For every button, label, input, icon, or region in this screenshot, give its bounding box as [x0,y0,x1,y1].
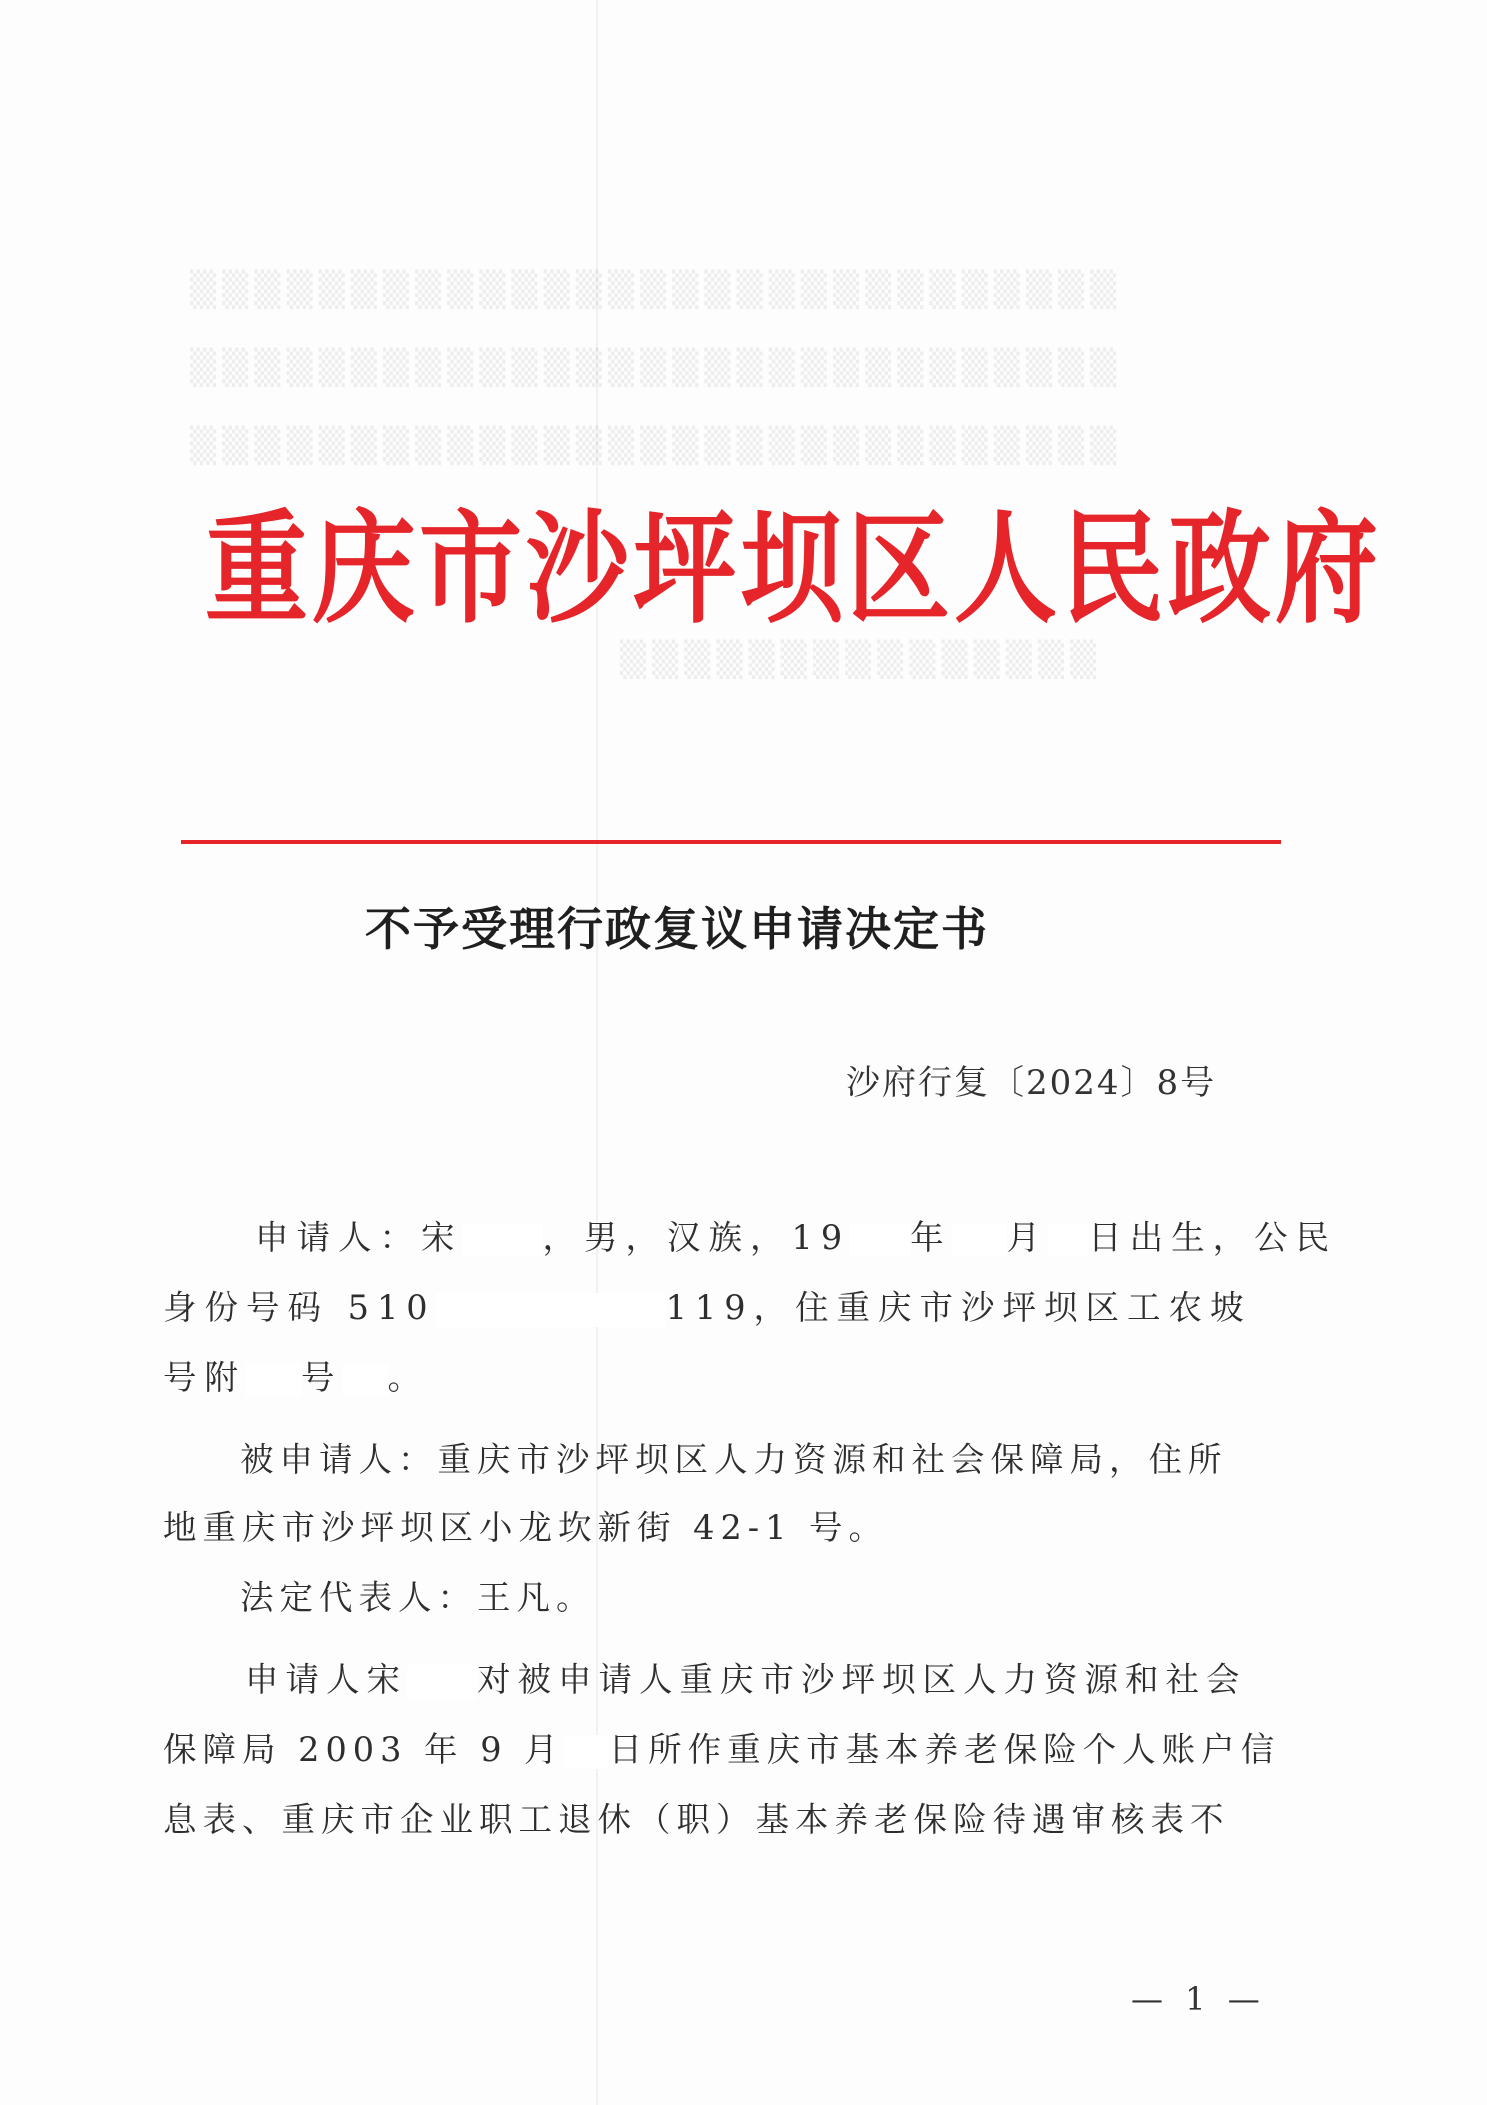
redaction-box [850,1223,910,1257]
text-fragment: 号 [301,1358,343,1397]
redaction-box [436,1293,666,1327]
applicant-line-1 [255,1210,1365,1259]
text-fragment: 119，住重庆市沙坪坝区工农坡 [665,1288,1252,1327]
page-number: — 1 — [1131,1980,1266,2018]
text-fragment: 。 [387,1358,429,1397]
legal-representative: 法定代表人：王凡。 [240,1578,596,1617]
text-fragment: ，男，汉族，19 [542,1218,851,1257]
document-number: 沙府行复〔2024〕8号 [846,1063,1217,1103]
text-fragment: 号附 [163,1358,246,1397]
masthead-title: 重庆市沙坪坝区人民政府 [205,498,1382,641]
redaction-box [952,1223,1007,1257]
text-fragment: 申请人：宋 [255,1218,463,1257]
text-fragment: 身份号码 510 [163,1288,436,1327]
bleed-through-line: ▒▒▒▒▒▒▒▒▒▒▒▒▒▒▒▒▒▒▒▒▒▒▒▒▒▒▒▒▒ [190,270,1123,310]
document-title: 不予受理行政复议申请决定书 [365,902,989,956]
bleed-through-line: ▒▒▒▒▒▒▒▒▒▒▒▒▒▒▒▒▒▒▒▒▒▒▒▒▒▒▒▒▒ [190,348,1123,388]
applicant-line-3 [163,1350,1273,1399]
text-fragment: 申请人宋 [245,1660,407,1699]
text-fragment: 月 [1006,1218,1049,1257]
page-fold-shadow [596,0,598,2105]
request-line-3: 息表、重庆市企业职工退休（职）基本养老保险待遇审核表不 [163,1800,1230,1839]
redaction-box [1048,1223,1088,1257]
redaction-box [564,1735,609,1769]
text-fragment: 保障局 2003 年 9 月 [163,1730,564,1769]
text-fragment: 日所作重庆市基本养老保险个人账户信 [608,1730,1281,1769]
redaction-box [463,1223,543,1257]
redaction-box [407,1665,477,1699]
red-divider-line [181,840,1281,844]
respondent-line-2: 地重庆市沙坪坝区小龙坎新街 42-1 号。 [163,1508,889,1547]
request-line-1 [245,1652,1355,1701]
text-fragment: 日出生，公民 [1088,1218,1338,1257]
applicant-line-2 [163,1280,1273,1329]
redaction-box [246,1363,301,1397]
bleed-through-line: ▒▒▒▒▒▒▒▒▒▒▒▒▒▒▒▒▒▒▒▒▒▒▒▒▒▒▒▒▒ [190,426,1123,466]
text-fragment: 年 [910,1218,952,1257]
bleed-through-line: ▒▒▒▒▒▒▒▒▒▒▒▒▒▒▒ [620,640,1103,680]
redaction-box [343,1363,388,1397]
request-line-2 [163,1722,1281,1771]
text-fragment: 对被申请人重庆市沙坪坝区人力资源和社会 [477,1660,1247,1699]
respondent-line-1: 被申请人：重庆市沙坪坝区人力资源和社会保障局，住所 [240,1440,1228,1479]
